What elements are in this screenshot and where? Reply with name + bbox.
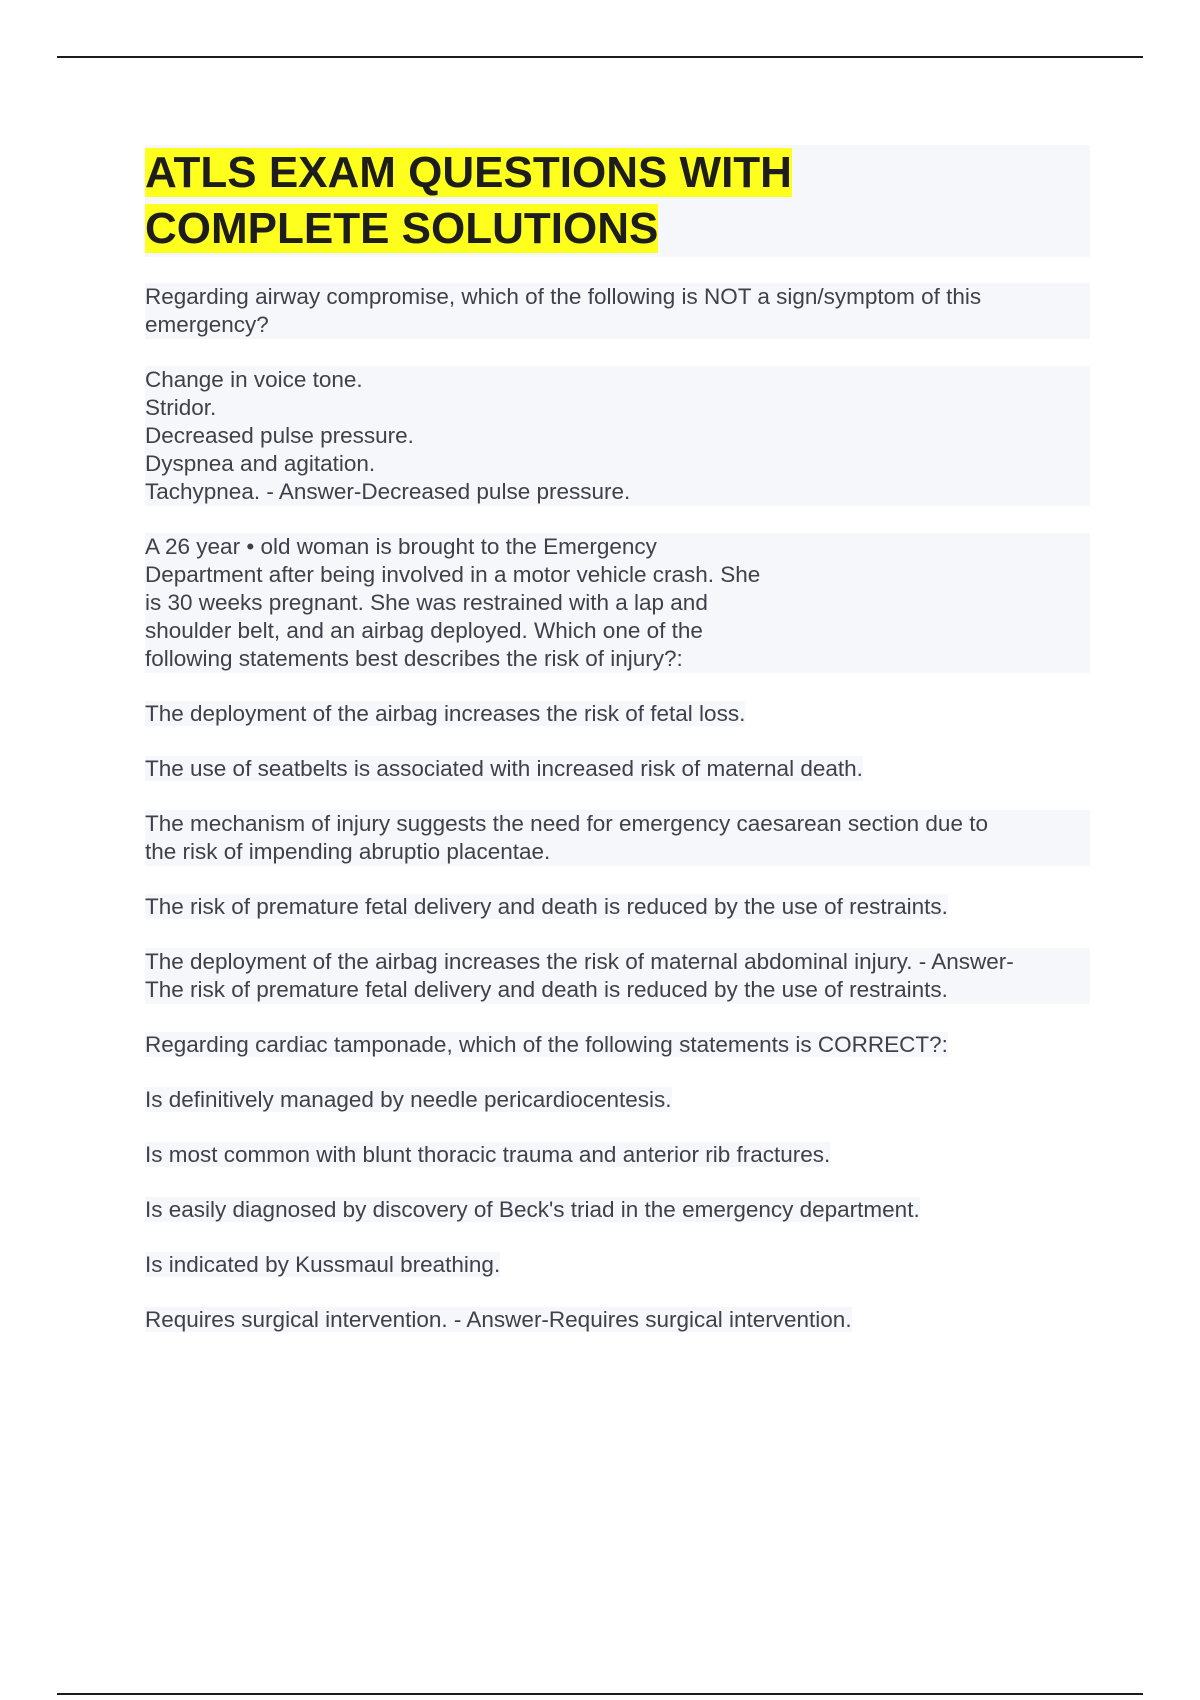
q2-option-3-line-2: the risk of impending abruptio placentae. xyxy=(145,839,551,864)
title-line-2: COMPLETE SOLUTIONS xyxy=(145,204,659,253)
q2-option-4 xyxy=(145,893,1090,921)
q3-option-4 xyxy=(145,1251,1090,1279)
q1-option-1: Change in voice tone. xyxy=(145,367,363,392)
q1-stem xyxy=(145,283,1090,339)
q3-option-3-text: Is easily diagnosed by discovery of Beck's triad in the emergency department. xyxy=(145,1197,920,1222)
q2-stem xyxy=(145,533,1090,673)
q3-option-3 xyxy=(145,1196,1090,1224)
q3-stem xyxy=(145,1031,1090,1059)
q3-option-2-text: Is most common with blunt thoracic trauma and anterior rib fractures. xyxy=(145,1142,831,1167)
q2-stem-line-2: Department after being involved in a motor vehicle crash. She xyxy=(145,562,761,587)
q2-option-1-text: The deployment of the airbag increases the risk of fetal loss. xyxy=(145,701,746,726)
q1-option-5-answer: Tachypnea. - Answer-Decreased pulse pressure. xyxy=(145,479,631,504)
document-body xyxy=(145,145,1090,1361)
q3-option-5-answer xyxy=(145,1306,1090,1334)
q2-option-2 xyxy=(145,755,1090,783)
document-title xyxy=(145,145,1090,257)
q2-stem-line-1: A 26 year • old woman is brought to the Emergency xyxy=(145,534,657,559)
q2-option-5-line-1: The deployment of the airbag increases the risk of maternal abdominal injury. - Answer- xyxy=(145,949,1014,974)
q2-stem-line-4: shoulder belt, and an airbag deployed. Which one of the xyxy=(145,618,703,643)
top-rule xyxy=(57,56,1143,58)
q2-option-5-answer xyxy=(145,948,1090,1004)
q2-stem-line-5: following statements best describes the risk of injury?: xyxy=(145,646,683,671)
q1-options xyxy=(145,366,1090,506)
q3-option-1 xyxy=(145,1086,1090,1114)
q2-option-5-line-2: The risk of premature fetal delivery and death is reduced by the use of restraints. xyxy=(145,977,948,1002)
q3-option-1-text: Is definitively managed by needle pericardiocentesis. xyxy=(145,1087,672,1112)
q1-option-3: Decreased pulse pressure. xyxy=(145,423,414,448)
q2-option-3 xyxy=(145,810,1090,866)
q1-option-4: Dyspnea and agitation. xyxy=(145,451,376,476)
q2-option-2-text: The use of seatbelts is associated with increased risk of maternal death. xyxy=(145,756,863,781)
q2-stem-line-3: is 30 weeks pregnant. She was restrained with a lap and xyxy=(145,590,708,615)
title-block xyxy=(145,145,1090,257)
q1-stem-line-1: Regarding airway compromise, which of the following is NOT a sign/symptom of this xyxy=(145,284,982,309)
q3-option-2 xyxy=(145,1141,1090,1169)
q3-option-5-text: Requires surgical intervention. - Answer-Requires surgical intervention. xyxy=(145,1307,852,1332)
title-line-1: ATLS EXAM QUESTIONS WITH xyxy=(145,148,792,197)
bottom-rule xyxy=(57,1693,1143,1695)
q3-option-4-text: Is indicated by Kussmaul breathing. xyxy=(145,1252,501,1277)
q2-option-4-text: The risk of premature fetal delivery and death is reduced by the use of restraints. xyxy=(145,894,948,919)
q2-option-3-line-1: The mechanism of injury suggests the need for emergency caesarean section due to xyxy=(145,811,988,836)
q3-stem-text: Regarding cardiac tamponade, which of the following statements is CORRECT?: xyxy=(145,1032,948,1057)
q1-option-2: Stridor. xyxy=(145,395,217,420)
q2-option-1 xyxy=(145,700,1090,728)
q1-stem-line-2: emergency? xyxy=(145,312,269,337)
